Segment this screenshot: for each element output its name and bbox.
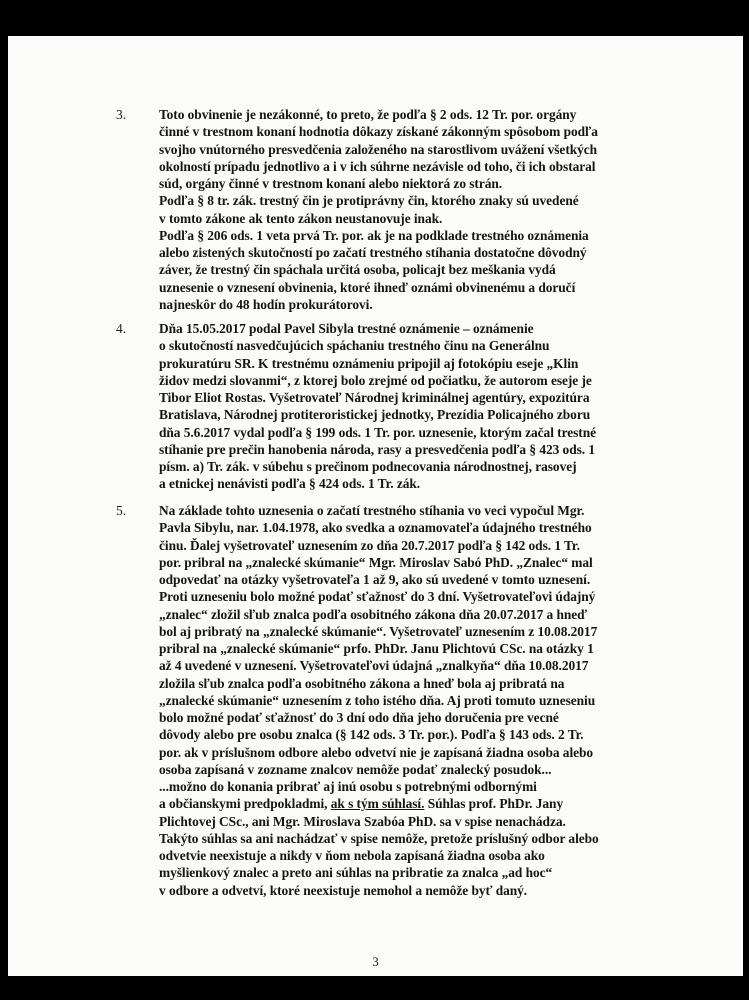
- text-line: Toto obvinenie je nezákonné, to preto, že podľa § 2 ods. 12 Tr. por. orgány: [159, 107, 577, 122]
- text-line: stíhanie pre prečin hanobenia národa, rasy a presvedčenia podľa § 423 ods. 1: [159, 441, 595, 457]
- text-line: Podľa § 8 tr. zák. trestný čin je protiprávny čin, ktorého znaky sú uvedené: [159, 193, 579, 209]
- text-line: bolo možné podať sťažnosť do 3 dní odo dňa jeho doručenia pre vecné: [159, 710, 559, 725]
- text-line: svojho vnútorného presvedčenia založeného na starostlivom uvážení všetkých: [159, 141, 598, 157]
- text-line: odpovedať na otázky vyšetrovateľa 1 až 9, ako sú uvedené v tomto uznesení.: [159, 572, 591, 587]
- text-line: bol aj pribratý na „znalecké skúmanie“. Vyšetrovateľ uznesením z 10.08.2017: [159, 623, 598, 639]
- text-line: Plichtovej CSc., ani Mgr. Miroslava Szabóa PhD. sa v spise nenachádza.: [159, 813, 566, 829]
- text-line: odvetvie neexistuje a nikdy v ňom nebola zapísaná žiadna osoba ako: [159, 848, 545, 863]
- text-line: súd, orgány činné v trestnom konaní alebo niektorá zo strán.: [159, 176, 503, 191]
- underlined-text: ak s tým súhlasí.: [330, 796, 425, 812]
- text-line: Dňa 15.05.2017 podal Pavel Sibyla trestné oznámenie – oznámenie: [159, 321, 534, 336]
- text-line: Takýto súhlas sa ani nachádzať v spise nemôže, pretože príslušný odbor alebo: [159, 830, 599, 846]
- section-number: 3.: [116, 107, 127, 122]
- text-line: okolností prípadu jednotlivo a i v ich súhrne nezávisle od toho, či ich obstaral: [159, 158, 596, 174]
- text-line: alebo zistených skutočností po začatí trestného stíhania dostatočne dôvodný: [159, 245, 587, 260]
- text-line: a etnickej nenávisti podľa § 424 ods. 1 Tr. zák.: [159, 476, 421, 492]
- text-line: až 4 uvedené v uznesení. Vyšetrovateľovi údajná „znalkyňa“ dňa 10.08.2017: [159, 658, 589, 674]
- text-line: Proti uzneseniu bolo možné podať sťažnosť do 3 dní. Vyšetrovateľovi údajný: [159, 589, 596, 605]
- text-line-with-underline: [159, 795, 731, 812]
- text-line: myšlienkový znalec a preto ani súhlas na pribratie za znalca „ad hoc“: [159, 865, 553, 881]
- text-line: Pavla Sibylu, nar. 1.04.1978, ako svedka a oznamovateľa údajného trestného: [159, 520, 592, 536]
- text-line: činu. Ďalej vyšetrovateľ uznesením zo dňa 20.7.2017 podľa § 142 ods. 1 Tr.: [159, 537, 580, 553]
- text-line: Tibor Eliot Rostas. Vyšetrovateľ Národnej kriminálnej agentúry, expozitúra: [159, 390, 590, 405]
- document-page: [8, 36, 743, 976]
- section-number: 5.: [116, 503, 127, 518]
- text-line: Podľa § 206 ods. 1 veta prvá Tr. por. ak je na podklade trestného oznámenia: [159, 227, 589, 243]
- text-line: dňa 5.6.2017 vydal podľa § 199 ods. 1 Tr. por. uznesenie, ktorým začal trestné: [159, 424, 596, 440]
- text-line: por. pribral na „znalecké skúmanie“ Mgr. Miroslav Sabó PhD. „Znalec“ mal: [159, 554, 593, 570]
- section-body: [159, 320, 731, 493]
- text-line: zložila sľub znalca podľa osobitného zákona a hneď bola aj pribratá na: [159, 675, 565, 691]
- text-line: Bratislava, Národnej protiteroristickej jednotky, Prezídia Policajného zboru: [159, 407, 591, 423]
- section-number: 4.: [116, 321, 127, 336]
- text-line: záver, že trestný čin spáchala určitá osoba, policajt bez meškania vydá: [159, 262, 556, 278]
- text-line: písm. a) Tr. zák. v súbehu s prečinom podnecovania národnostnej, rasovej: [159, 459, 577, 474]
- section-body: [159, 502, 731, 899]
- text-line: o skutočností nasvedčujúcich spáchaniu trestného činu na Generálnu: [159, 338, 550, 354]
- text-line: por. ak v príslušnom odbore alebo odvetví nie je zapísaná žiadna osoba alebo: [159, 744, 594, 760]
- text-line: uznesenie o vznesení obvinenia, ktoré ihneď oznámi obvinenému a doručí: [159, 279, 576, 295]
- text-line: „znalec“ zložil sľub znalca podľa osobitného zákona dňa 20.07.2017 a hneď: [159, 606, 587, 622]
- text-line: v tomto zákone ak tento zákon neustanovuje inak.: [159, 210, 443, 226]
- section-body: [159, 106, 731, 313]
- text-line: v odbore a odvetví, ktoré neexistuje nemohol a nemôže byť daný.: [159, 882, 528, 898]
- text-line: „znalecké skúmanie“ uznesením z toho istého dňa. Aj proti tomuto uzneseniu: [159, 692, 596, 708]
- text-line: činné v trestnom konaní hodnotia dôkazy získané zákonným spôsobom podľa: [159, 124, 598, 140]
- text-segment: a občianskymi predpokladmi,: [159, 796, 331, 812]
- text-line: dôvody alebo pre osobu znalca (§ 142 ods. 3 Tr. por.). Podľa § 143 ods. 2 Tr.: [159, 727, 584, 743]
- text-line: osoba zapísaná v zozname znalcov nemôže podať znalecký posudok...: [159, 761, 552, 777]
- text-line: židov medzi slovanmi“, z ktorej bolo zrejmé od počiatku, že autorom eseje je: [159, 372, 592, 388]
- text-line: najneskôr do 48 hodín prokurátorovi.: [159, 296, 373, 312]
- text-line: ...možno do konania pribrať aj inú osobu s potrebnými odbornými: [159, 779, 537, 794]
- text-line: Na základe tohto uznesenia o začatí trestného stíhania vo veci vypočul Mgr.: [159, 503, 585, 518]
- text-line: pribral na „znalecké skúmanie“ prfo. PhDr. Janu Plichtovú CSc. na otázky 1: [159, 641, 594, 656]
- text-line: prokuratúru SR. K trestnému oznámeniu pripojil aj fotokópiu eseje „Klin: [159, 355, 579, 371]
- text-segment: Súhlas prof. PhDr. Jany: [424, 796, 564, 812]
- page-number: 3: [372, 954, 379, 969]
